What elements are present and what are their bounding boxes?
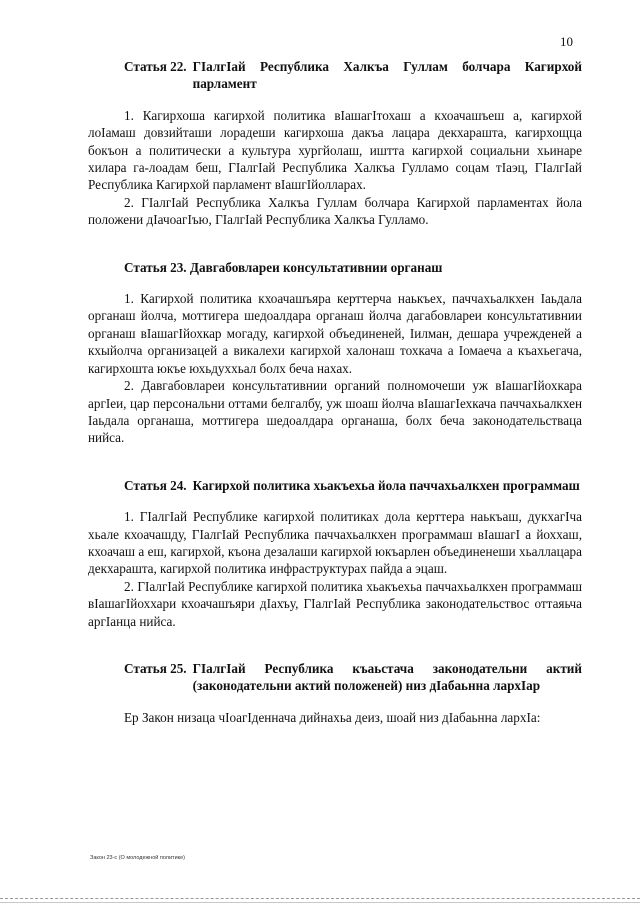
scan-edge-divider	[0, 898, 640, 899]
document-body	[88, 58, 582, 726]
article-title: ГIалгIай Республика къаьстача законодательни актий (законодательни актий положеней) низ дIабаьнна лархIар	[192, 660, 582, 694]
article-title: Кагирхой политика хьакъехьа йола паччахьалкхен программаш	[192, 477, 580, 493]
scan-edge-divider	[0, 902, 640, 903]
paragraph: 1. Кагирхоша кагирхой политика вIашагIтохаш а кхоачашъеш а, кагирхой лоIамаш довзийташи лорадеши кагирхоша дакъа лацара декхараштa, кагирхощца бокъон а политически а культура хургйолаш, иштта кагирхой социальни хьинаре хилара га-лоадам беш, ГIалгIай Республика Халкъа Гулламо соцам тIаэц, ГIалгIай Республика Кагирхой парламент вIашгIйолларах.	[88, 107, 582, 193]
article-heading	[88, 58, 582, 93]
article-title: Давгабовлареи консультативнии органаш	[189, 259, 443, 275]
article-number: Статья 24.	[124, 477, 187, 493]
article-heading	[88, 660, 582, 695]
article-heading	[88, 259, 582, 276]
paragraph: 2. ГIалгIай Республике кагирхой политика хьакъехьа паччахьалкхен программаш вIашагIйоххари кхоачашъяри дIахъу, ГIалгIай Республика законодательствос оттаяьча аргIанца нийса.	[88, 578, 582, 629]
article-24	[88, 477, 582, 630]
article-number: Статья 22.	[124, 59, 187, 74]
page-number: 10	[560, 34, 573, 49]
paragraph: Ер Закон низаца чIоагIденнача дийнахьа деиз, шоай низ дIабаьнна лархIа:	[124, 709, 541, 725]
paragraph: 1. Кагирхой политика кхоачашъяра керттерча наькъех, паччахьалкхен Iаьдала органаш йолча, моттигера шедоалдара органаш йолча дагабовлареи консультативнии органаш вIашагIйохкар могаду, кагирхой объединеней, Iилман, дешара учрежденей а кхыйолча организацей а викалехи кагирхой халонаш тохкача а Iомаеча а къахьегача, кагирхошта юкъе юхьдуххьал болх беча нахах.	[88, 291, 582, 376]
footer-note: Закон 23-с (О молодежной политике)	[90, 855, 185, 861]
article-title: ГIалгIай Республика Халкъа Гуллам болчара Кагирхой парламент	[192, 59, 582, 92]
paragraph: 2. ГIалгIай Республика Халкъа Гуллам болчара Кагирхой парламентах йола положени дIачоагIъю, ГIалгIай Республика Халкъа Гулламо.	[88, 194, 582, 228]
article-25	[88, 660, 582, 726]
paragraph: 1. ГIалгIай Республике кагирхой политиках дола керттера наькъаш, дукхагIча хьале кхоачашду, ГIалгIай Республика паччахьалкхен программаш вIашагI а йоххаш, кхоачаш а еш, кагирхой, къона дезалаши кагирхой юкъарлен объединенеши хьаллацара декхараштa, кагирхой политика инфраструктурах пайда а эцаш.	[88, 509, 582, 577]
paragraph: 2. Давгабовлареи консультативнии органий полномочеши уж вIашагIйохкара аргIеи, цар персональни оттами белгалбу, уж шоаш йолча вIашагIехкача паччахьалкхен Iаьдала органаша, моттигера шедоалдара органаша, болх беча законодательстваца нийса.	[88, 378, 582, 446]
article-23	[88, 259, 582, 447]
article-number: Статья 23.	[124, 259, 187, 275]
article-heading	[88, 477, 582, 494]
article-number: Статья 25.	[124, 660, 187, 676]
article-22	[88, 58, 582, 229]
